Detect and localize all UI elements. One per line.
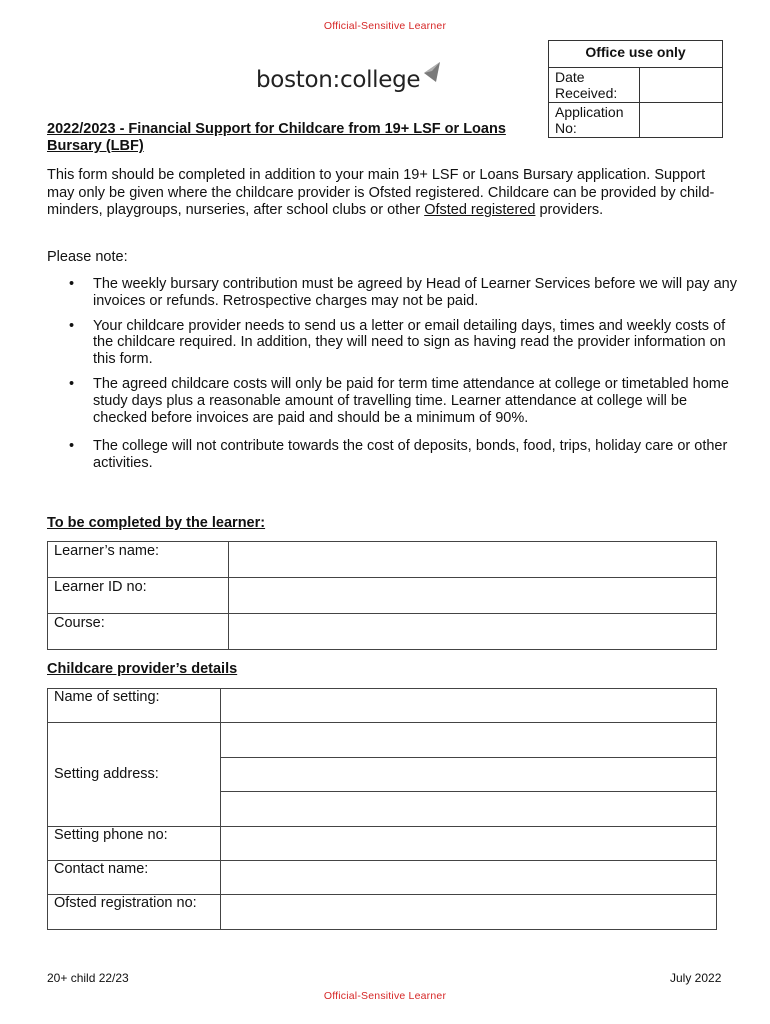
learner-id-label: Learner ID no:: [48, 578, 229, 614]
provider-section-heading: Childcare provider’s details: [47, 661, 238, 677]
college-logo: [256, 60, 442, 100]
setting-phone-field[interactable]: [221, 826, 717, 860]
application-no-field[interactable]: [640, 103, 723, 138]
bullet-icon: •: [69, 276, 75, 292]
list-item-text: The agreed childcare costs will only be paid for term time attendance at college or timetabled home study days plus a reasonable amount of travelling time. Learner attendance at college will be checked before invoices are paid and should be a minimum of 90%.: [93, 375, 729, 426]
intro-paragraph: [47, 167, 727, 220]
setting-address-line-2[interactable]: [221, 757, 717, 791]
notes-list: [47, 276, 737, 480]
classification-header: Official-Sensitive Learner: [323, 20, 447, 32]
learner-details-table: [47, 541, 717, 650]
classification-footer: Official-Sensitive Learner: [323, 990, 447, 1002]
date-received-field[interactable]: [640, 68, 723, 103]
setting-name-field[interactable]: [221, 689, 717, 723]
list-item: [47, 376, 737, 426]
setting-address-line-1[interactable]: [221, 723, 717, 757]
intro-text: This form should be completed in addition to your main 19+ LSF or Loans Bursary application. Support may only be given where the childcare provider is Ofsted registered. Childcare can be provided by child-minders, playgroups, nurseries, after school clubs or other: [47, 167, 715, 218]
setting-name-label: Name of setting:: [48, 689, 221, 723]
contact-name-label: Contact name:: [48, 860, 221, 894]
list-item: [47, 438, 737, 472]
learner-name-field[interactable]: [229, 542, 717, 578]
list-item-text: The college will not contribute towards the cost of deposits, bonds, food, trips, holiday care or other activities.: [93, 438, 728, 472]
learner-id-field[interactable]: [229, 578, 717, 614]
ofsted-no-label: Ofsted registration no:: [48, 895, 221, 929]
list-item: [47, 276, 737, 310]
office-use-heading: Office use only: [549, 41, 723, 68]
setting-address-line-3[interactable]: [221, 792, 717, 826]
contact-name-field[interactable]: [221, 860, 717, 894]
learner-section-heading: To be completed by the learner:: [47, 515, 266, 531]
provider-details-table: [47, 688, 717, 930]
course-label: Course:: [48, 614, 229, 650]
date-received-label: Date Received:: [549, 68, 640, 103]
footer-reference: 20+ child 22/23: [47, 971, 129, 985]
office-use-table: [548, 40, 723, 138]
bullet-icon: •: [69, 438, 75, 455]
learner-name-label: Learner’s name:: [48, 542, 229, 578]
form-title: 2022/2023 - Financial Support for Childcare from 19+ LSF or Loans Bursary (LBF): [47, 121, 506, 154]
intro-text-end: providers.: [535, 202, 604, 218]
list-item-text: The weekly bursary contribution must be agreed by Head of Learner Services before we will pay any invoices or refunds. Retrospective charges may not be paid.: [93, 276, 737, 309]
course-field[interactable]: [229, 614, 717, 650]
triangle-mark-icon: [422, 61, 442, 83]
logo-text: boston:college: [256, 67, 421, 93]
list-item: [47, 318, 737, 368]
bullet-icon: •: [69, 375, 75, 392]
please-note-label: Please note:: [47, 249, 128, 265]
application-no-label: Application No:: [549, 103, 640, 138]
list-item-text: Your childcare provider needs to send us a letter or email detailing days, times and weekly costs of the childcare required. In addition, they will need to sign as having read the provider information on this form.: [93, 317, 726, 368]
setting-phone-label: Setting phone no:: [48, 826, 221, 860]
footer-date: July 2022: [670, 971, 722, 985]
ofsted-no-field[interactable]: [221, 895, 717, 929]
setting-address-label: Setting address:: [48, 723, 221, 826]
ofsted-registered-link: Ofsted registered: [424, 202, 536, 218]
bullet-icon: •: [69, 317, 75, 334]
